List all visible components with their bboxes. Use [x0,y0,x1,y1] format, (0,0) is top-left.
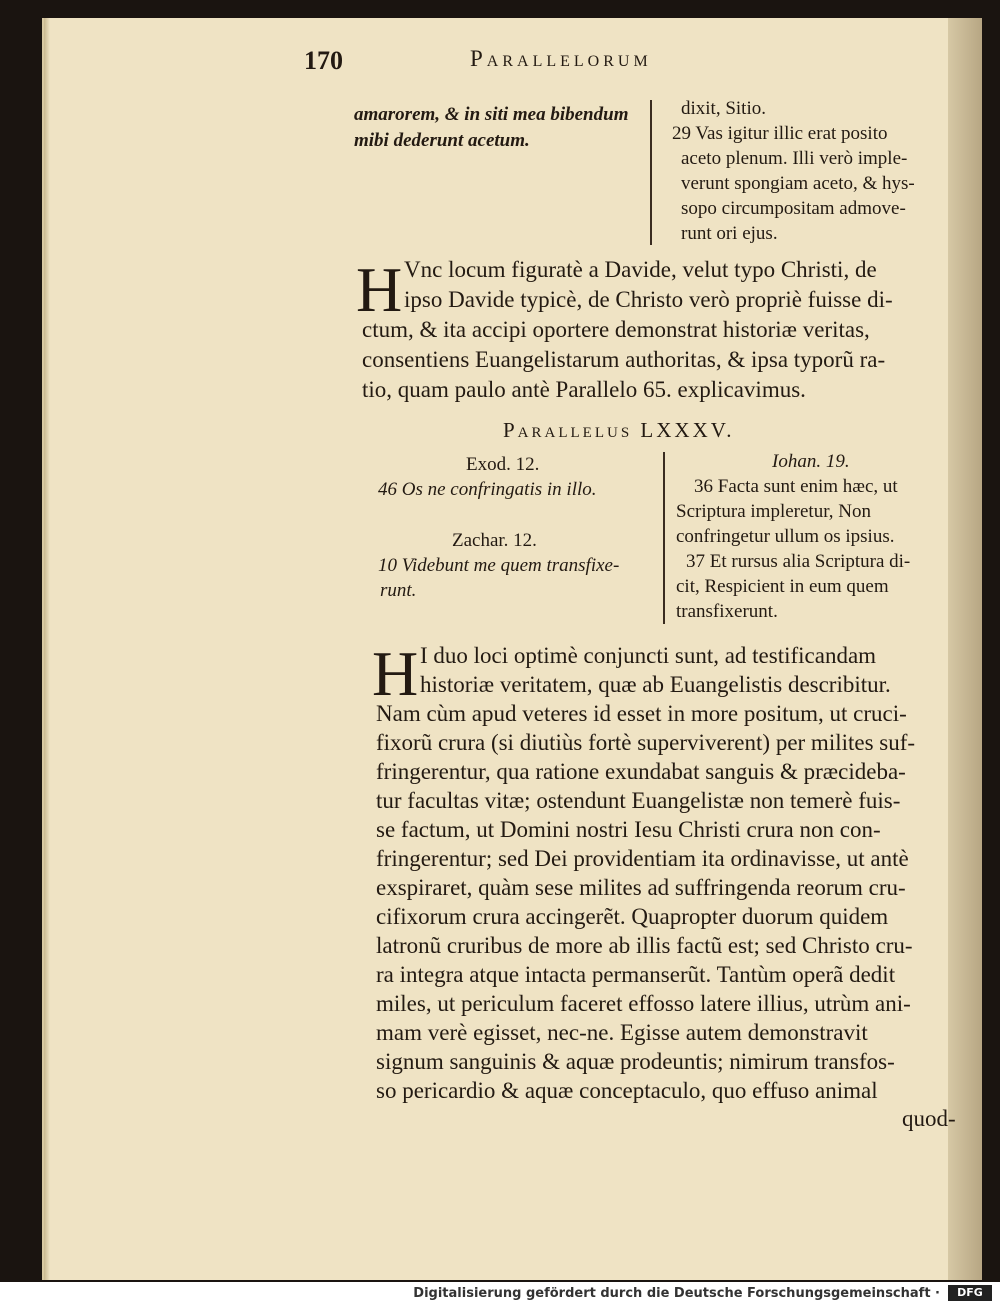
paragraph-line: se factum, ut Domini nostri Iesu Christi crura non con- [376,817,881,842]
paragraph-line: cifixorum crura accingerẽt. Quapropter duorum quidem [376,904,889,929]
quote-right-line: verunt spongiam aceto, & hys- [681,173,915,194]
quote-left-line: 10 Videbunt me quem transfixe- [378,555,620,576]
paragraph-line: consentiens Euangelistarum authoritas, & ipsa typorũ ra- [362,347,886,372]
column-divider [663,452,665,624]
paragraph-line: ra integra atque intacta permanserũt. Tantùm operã dedit [376,962,896,987]
reference-heading: Zachar. 12. [452,530,537,551]
paragraph-line: Vnc locum figuratè a Davide, velut typo Christi, de [404,257,877,282]
paragraph-line: so pericardio & aquæ conceptaculo, quo effuso animal [376,1078,878,1103]
column-divider [650,100,652,245]
quote-left-line: amarorem, & in siti mea bibendum [354,104,629,125]
drop-cap: H [356,254,403,325]
page-spine-shadow [44,18,50,1280]
quote-right-line: runt ori ejus. [681,223,778,244]
paragraph-line: latronũ cruribus de more ab illis factũ est; sed Christo cru- [376,933,913,958]
paragraph-line: signum sanguinis & aquæ prodeuntis; nimirum transfos- [376,1049,895,1074]
paragraph-line: fringerentur; sed Dei providentiam ita ordinavisse, ut antè [376,846,909,871]
reference-heading: Iohan. 19. [772,451,850,472]
quote-left-line: 46 Os ne confringatis in illo. [378,479,597,500]
paragraph-line: exspiraret, quàm sese milites ad suffringenda reorum cru- [376,875,906,900]
section-title: Parallelus LXXXV. [503,418,735,442]
quote-right-line: sopo circumpositam admove- [681,198,906,219]
paragraph-line: tio, quam paulo antè Parallelo 65. explicavimus. [362,377,806,402]
footer-credit: Digitalisierung gefördert durch die Deutsche Forschungsgemeinschaft · [413,1286,940,1301]
quote-right-line: cit, Respicient in eum quem [676,576,889,597]
quote-right-line: 29 Vas igitur illic erat posito [672,123,888,144]
running-head: Parallelorum [470,46,652,71]
quote-right-line: aceto plenum. Illi verò imple- [681,148,908,169]
quote-right-line: confringetur ullum os ipsius. [676,526,895,547]
quote-right-line: Scriptura impleretur, Non [676,501,871,522]
paragraph-line: ctum, & ita accipi oportere demonstrat historiæ veritas, [362,317,870,342]
paragraph-line: I duo loci optimè conjuncti sunt, ad testificandam [420,643,877,668]
paragraph-line: fixorũ crura (si diutiùs fortè superviverent) per milites suf- [376,730,916,755]
paragraph-line: fringerentur, qua ratione exundabat sanguis & præcideba- [376,759,906,784]
quote-right-line: dixit, Sitio. [681,98,766,119]
dfg-logo: DFG [948,1285,992,1301]
reference-heading: Exod. 12. [466,454,540,475]
quote-left-line: runt. [380,580,417,601]
paragraph-line: mam verè egisset, nec-ne. Egisse autem demonstravit [376,1020,868,1045]
quote-right-line: transfixerunt. [676,601,778,622]
quote-right-line: 36 Facta sunt enim hæc, ut [694,476,898,497]
quote-right-line: 37 Et rursus alia Scriptura di- [686,551,911,572]
paragraph-line: tur facultas vitæ; ostendunt Euangelistæ non temerè fuis- [376,788,901,813]
paragraph-line: ipso Davide typicè, de Christo verò propriè fuisse di- [404,287,893,312]
paragraph-line: miles, ut periculum faceret effosso latere illius, utrùm ani- [376,991,911,1016]
footer-bar [0,1282,1000,1305]
quote-left-line: mibi dederunt acetum. [354,130,530,151]
catchword: quod- [902,1106,956,1131]
page-gutter [948,18,982,1280]
drop-cap: H [372,638,419,709]
paragraph-line: historiæ veritatem, quæ ab Euangelistis describitur. [420,672,891,697]
page-number: 170 [304,46,343,75]
paragraph-line: Nam cùm apud veteres id esset in more positum, ut cruci- [376,701,907,726]
